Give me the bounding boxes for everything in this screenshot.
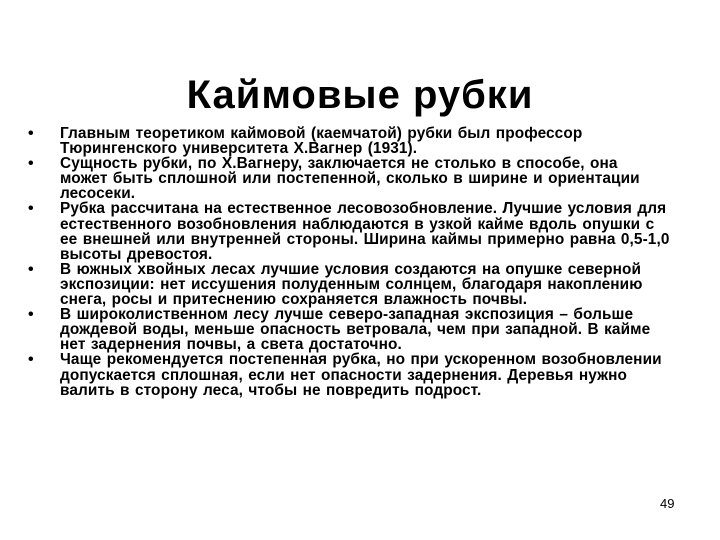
bullet-item bbox=[24, 201, 670, 261]
bullet-text: В южных хвойных лесах лучшие условия создаются на опушке северной экспозиции: нет иссушения полуденным солнцем, благодаря накоплению снега, росы и притеснению сохраняется влажность почвы. bbox=[60, 260, 643, 309]
bullet-item bbox=[24, 307, 670, 352]
bullet-list bbox=[24, 126, 670, 398]
bullet-text: Сущность рубки, по Х.Вагнеру, заключается не столько в способе, она может быть сплошной или постепенной, сколько в ширине и ориентации лесосеки. bbox=[60, 155, 640, 203]
page-number: 49 bbox=[660, 496, 675, 511]
bullet-icon: • bbox=[28, 200, 34, 218]
slide-title: Каймовые рубки bbox=[186, 72, 534, 117]
bullet-text: Рубка рассчитана на естественное лесовозобновление. Лучшие условия для естественного возобновления наблюдаются в узкой кайме вдоль опушки с ее внешней или внутренней стороны. Ширина каймы примерно равна 0,5-1,0 высоты древостоя. bbox=[60, 200, 670, 263]
bullet-icon: • bbox=[28, 351, 34, 369]
bullet-icon: • bbox=[28, 125, 34, 142]
bullet-icon: • bbox=[28, 260, 34, 278]
bullet-icon: • bbox=[28, 306, 34, 324]
bullet-text: В широколиственном лесу лучше северо-западная экспозиция – больше дождевой воды, меньше опасность ветровала, чем при западной. В кайме нет задернения почвы, а света достаточно. bbox=[60, 306, 651, 354]
bullet-item bbox=[24, 156, 670, 201]
bullet-item bbox=[24, 262, 670, 307]
bullet-text: Главным теоретиком каймовой (каемчатой) рубки был профессор Тюрингенского университета Х.Вагнер (1931). bbox=[60, 125, 583, 158]
bullet-text: Чаще рекомендуется постепенная рубка, но при ускоренном возобновлении допускается сплошная, если нет опасности задернения. Деревья нужно валить в сторону леса, чтобы не повредить подрост. bbox=[60, 351, 662, 399]
bullet-icon: • bbox=[28, 155, 34, 173]
bullet-item bbox=[24, 126, 670, 156]
bullet-item bbox=[24, 352, 670, 397]
